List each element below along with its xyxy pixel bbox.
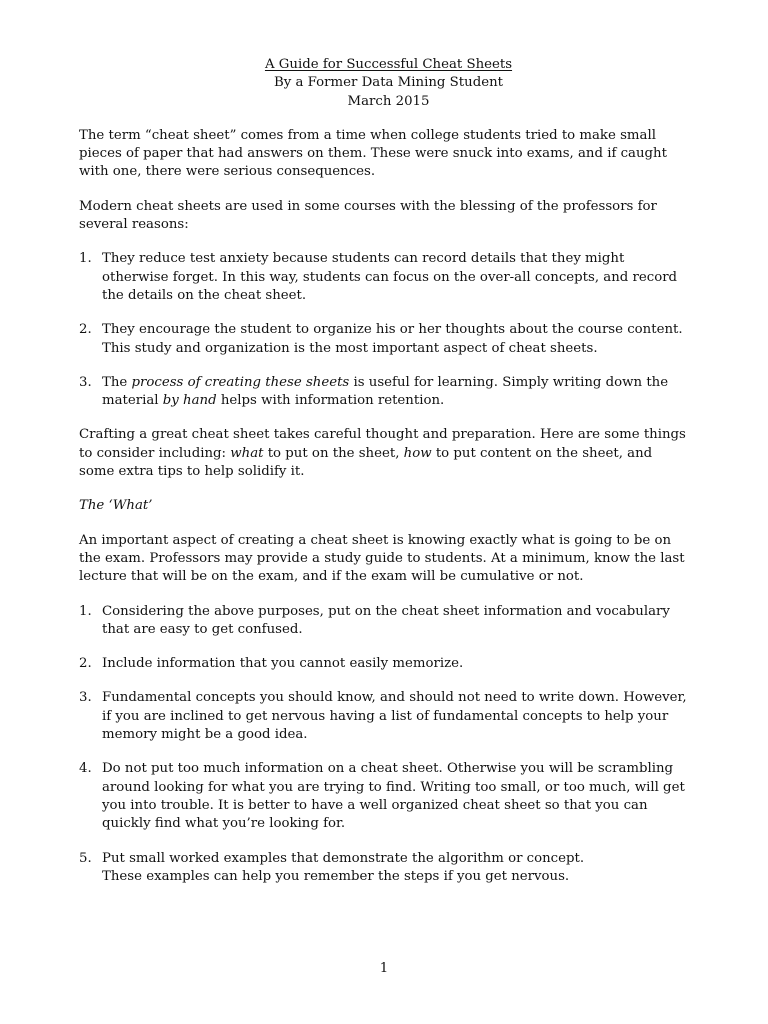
text-fragment: is useful for learning. Simply writing down the material bbox=[102, 374, 669, 409]
list-number: 2. bbox=[79, 322, 92, 338]
list-number: 3. bbox=[79, 374, 92, 390]
emphasis-text: what bbox=[230, 445, 264, 461]
emphasis-text: by hand bbox=[162, 393, 217, 409]
emphasis-text: how bbox=[403, 445, 432, 461]
what-paragraph: An important aspect of creating a cheat sheet is knowing exactly what is going to be on the exam. Professors may provide a study guide to students. At a minimum, know the last lecture that will be on the exam, and if the exam will be cumulative or not. bbox=[79, 532, 685, 585]
list-number: 4. bbox=[79, 761, 92, 777]
list-number: 3. bbox=[79, 690, 92, 706]
list-number: 2. bbox=[79, 656, 92, 672]
list-item bbox=[79, 250, 688, 305]
document-byline: By a Former Data Mining Student bbox=[274, 75, 503, 91]
list-item-text bbox=[102, 851, 584, 884]
list-number: 5. bbox=[79, 850, 92, 866]
emphasis-text: process of creating these sheets bbox=[131, 374, 350, 390]
list-item bbox=[79, 689, 688, 744]
page-number: 1 bbox=[379, 961, 389, 976]
reasons-intro-paragraph: Modern cheat sheets are used in some courses with the blessing of the professors for several reasons: bbox=[79, 198, 657, 233]
text-fragment: to put on the sheet, bbox=[263, 445, 404, 461]
list-item bbox=[79, 603, 688, 640]
list-item bbox=[79, 760, 688, 833]
list-item bbox=[79, 655, 688, 673]
list-item-line: These examples can help you remember the steps if you get nervous. bbox=[102, 868, 570, 884]
text-fragment: helps with information retention. bbox=[216, 393, 445, 409]
text-fragment: Crafting a great cheat sheet takes careful thought and preparation. Here are some things to consider including: bbox=[79, 427, 686, 461]
reasons-list bbox=[79, 250, 688, 410]
document-date: March 2015 bbox=[347, 93, 430, 109]
list-item-text: They encourage the student to organize his or her thoughts about the course content. This study and organization is the most important aspect of cheat sheets. bbox=[102, 322, 683, 356]
list-item-text: Fundamental concepts you should know, and should not need to write down. However, if you are inclined to get nervous having a list of fundamental concepts to help your memory might be a good idea. bbox=[102, 690, 687, 743]
list-item bbox=[79, 850, 688, 887]
list-item-text: They reduce test anxiety because students can record details that they might otherwise forget. In this way, students can focus on the over-all concepts, and record the details on the cheat sheet. bbox=[102, 251, 678, 303]
list-item-line: Put small worked examples that demonstrate the algorithm or concept. bbox=[102, 850, 585, 866]
document-header bbox=[89, 56, 688, 111]
section-heading-what: The ‘What’ bbox=[79, 498, 153, 514]
list-item-text: Considering the above purposes, put on the cheat sheet information and vocabulary that are easy to get confused. bbox=[102, 603, 670, 637]
text-fragment: to put content on the sheet, and some extra tips to help solidify it. bbox=[79, 445, 653, 480]
list-item-text: Do not put too much information on a cheat sheet. Otherwise you will be scrambling around looking for what you are trying to find. Writing too small, or too much, will get you into trouble. It is better to have a well organized cheat sheet so that you can quickly find what you’re looking for. bbox=[102, 761, 685, 832]
what-list bbox=[79, 603, 688, 887]
list-number: 1. bbox=[79, 603, 92, 619]
intro-paragraph: The term “cheat sheet” comes from a time when college students tried to make small pieces of paper that had answers on them. These were snuck into exams, and if caught with one, there were serious consequences. bbox=[79, 127, 667, 180]
list-item-text: Include information that you cannot easily memorize. bbox=[102, 656, 464, 672]
list-item-text bbox=[102, 375, 668, 408]
document-title: A Guide for Successful Cheat Sheets bbox=[264, 57, 513, 72]
crafting-paragraph bbox=[79, 426, 688, 481]
list-item bbox=[79, 374, 688, 411]
list-item bbox=[79, 321, 688, 358]
list-number: 1. bbox=[79, 251, 92, 267]
text-fragment: The bbox=[102, 374, 132, 390]
